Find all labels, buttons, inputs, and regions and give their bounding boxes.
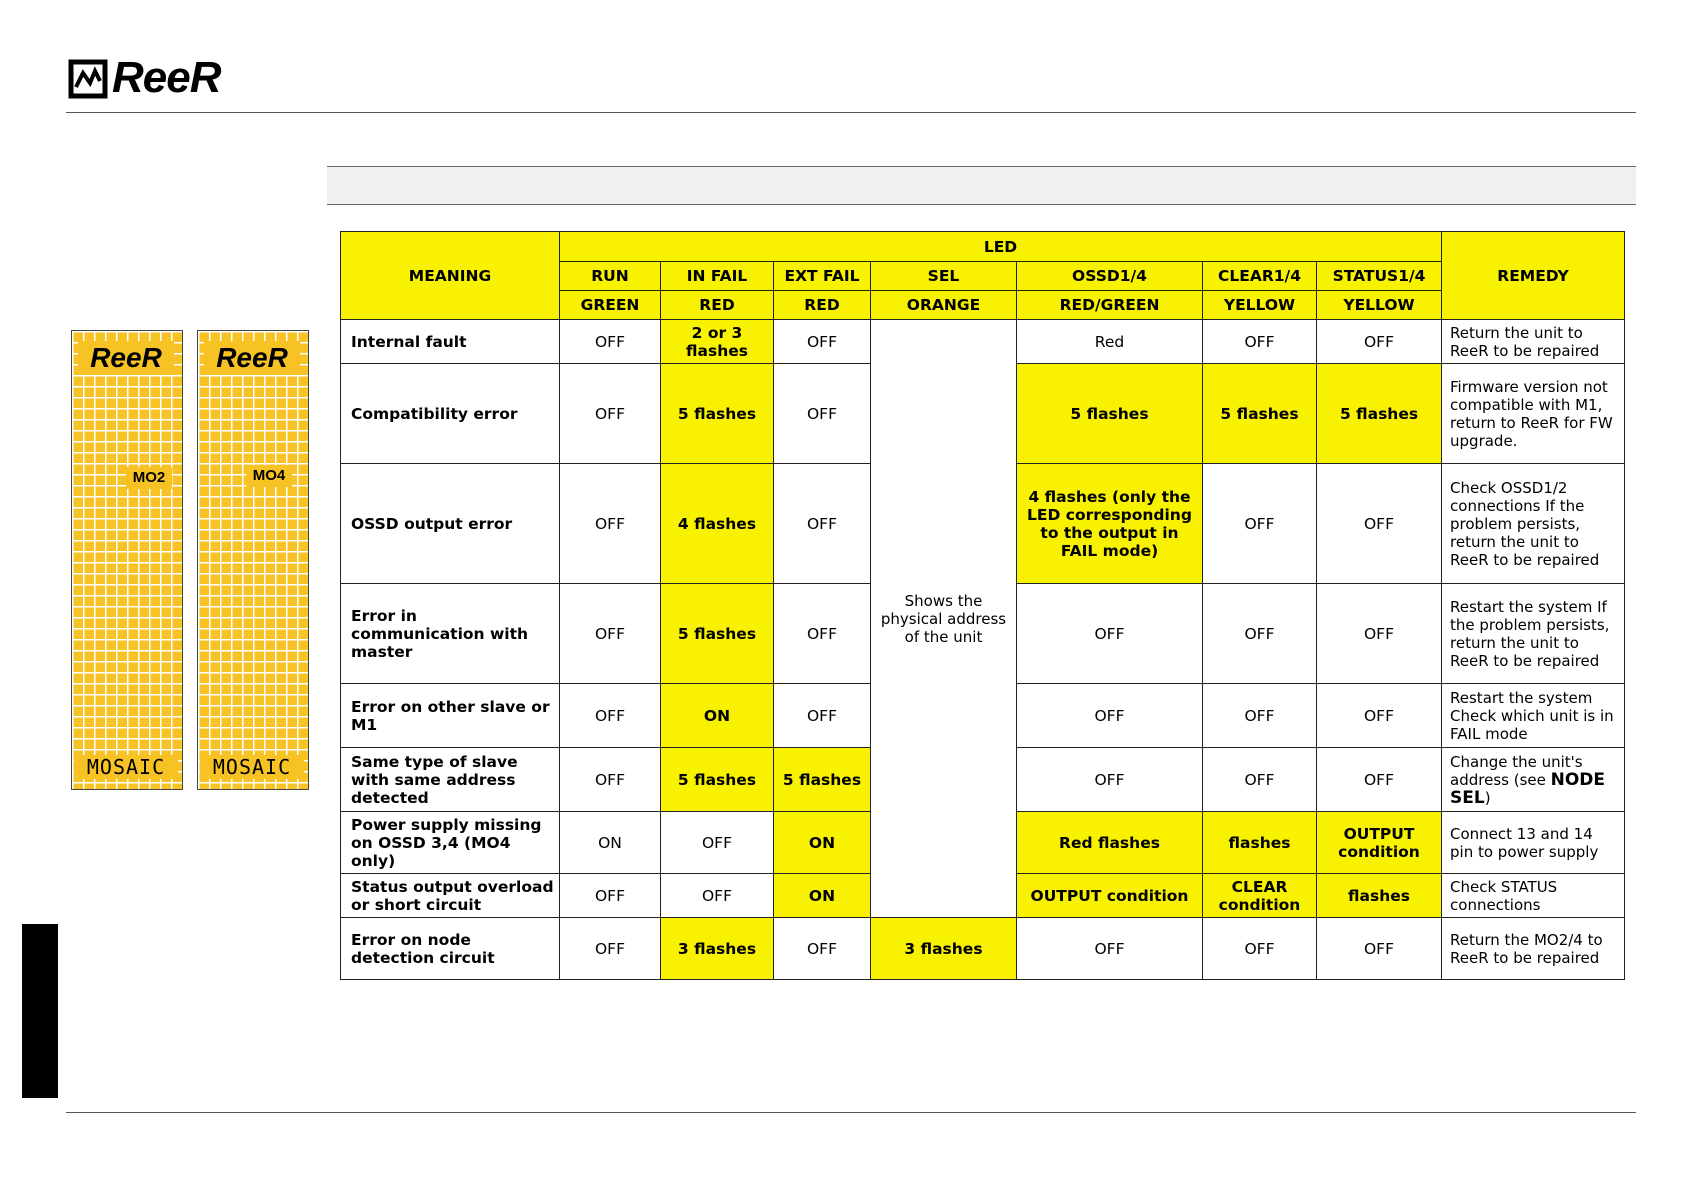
remedy-cell: Firmware version not compatible with M1, return to ReeR for FW upgrade. bbox=[1442, 364, 1625, 464]
header-clear-color: YELLOW bbox=[1203, 291, 1317, 320]
status-cell: OFF bbox=[1317, 918, 1442, 980]
in-fail-cell: 5 flashes bbox=[661, 748, 774, 812]
clear-cell: OFF bbox=[1203, 748, 1317, 812]
module-logo: ReeR bbox=[204, 341, 300, 375]
module-label: MO2 bbox=[126, 467, 172, 489]
module-brand: MOSAIC bbox=[74, 755, 178, 779]
node-sel-reference: NODE SEL bbox=[1450, 769, 1606, 808]
ext-fail-cell: ON bbox=[774, 812, 871, 874]
ext-fail-cell: OFF bbox=[774, 320, 871, 364]
reer-logo bbox=[68, 53, 221, 102]
ext-fail-cell: OFF bbox=[774, 918, 871, 980]
clear-cell: OFF bbox=[1203, 918, 1317, 980]
meaning-cell: Error on other slave or M1 bbox=[341, 684, 560, 748]
remedy-cell: Return the unit to ReeR to be repaired bbox=[1442, 320, 1625, 364]
ossd-cell: OFF bbox=[1017, 584, 1203, 684]
meaning-cell: Compatibility error bbox=[341, 364, 560, 464]
reer-logo-icon bbox=[68, 59, 108, 99]
header-status-color: YELLOW bbox=[1317, 291, 1442, 320]
ossd-cell: Red flashes bbox=[1017, 812, 1203, 874]
status-cell: OFF bbox=[1317, 748, 1442, 812]
table-row bbox=[341, 918, 1625, 980]
run-cell: OFF bbox=[560, 874, 661, 918]
header-status: STATUS1/4 bbox=[1317, 262, 1442, 291]
ossd-cell: 5 flashes bbox=[1017, 364, 1203, 464]
ext-fail-cell: OFF bbox=[774, 464, 871, 584]
ext-fail-cell: OFF bbox=[774, 584, 871, 684]
logo-text: ReeR bbox=[112, 53, 221, 102]
ossd-cell: OFF bbox=[1017, 748, 1203, 812]
clear-cell: OFF bbox=[1203, 584, 1317, 684]
header-ossd-color: RED/GREEN bbox=[1017, 291, 1203, 320]
clear-cell: OFF bbox=[1203, 320, 1317, 364]
header-divider bbox=[66, 112, 1636, 113]
run-cell: OFF bbox=[560, 748, 661, 812]
remedy-tail: ) bbox=[1484, 788, 1491, 807]
sel-cell: 3 flashes bbox=[871, 918, 1017, 980]
run-cell: OFF bbox=[560, 320, 661, 364]
meaning-cell: Power supply missing on OSSD 3,4 (MO4 only) bbox=[341, 812, 560, 874]
meaning-cell: Error on node detection circuit bbox=[341, 918, 560, 980]
remedy-cell: Check STATUS connections bbox=[1442, 874, 1625, 918]
header-ext-fail: EXT FAIL bbox=[774, 262, 871, 291]
status-cell: OUTPUT condition bbox=[1317, 812, 1442, 874]
run-cell: OFF bbox=[560, 584, 661, 684]
sel-note-cell: Shows the physical address of the unit bbox=[871, 320, 1017, 918]
header-run-color: GREEN bbox=[560, 291, 661, 320]
in-fail-cell: OFF bbox=[661, 812, 774, 874]
header-meaning: MEANING bbox=[341, 232, 560, 320]
remedy-text: Change the unit's address (see bbox=[1450, 752, 1583, 789]
clear-cell: CLEAR condition bbox=[1203, 874, 1317, 918]
footer-divider bbox=[66, 1112, 1636, 1113]
status-cell: OFF bbox=[1317, 684, 1442, 748]
ext-fail-cell: 5 flashes bbox=[774, 748, 871, 812]
meaning-cell: Error in communication with master bbox=[341, 584, 560, 684]
ext-fail-cell: OFF bbox=[774, 684, 871, 748]
table-row bbox=[341, 320, 1625, 364]
module-mo2-illustration bbox=[71, 330, 183, 790]
meaning-cell: Status output overload or short circuit bbox=[341, 874, 560, 918]
meaning-cell: OSSD output error bbox=[341, 464, 560, 584]
ossd-cell: OFF bbox=[1017, 918, 1203, 980]
remedy-cell: Connect 13 and 14 pin to power supply bbox=[1442, 812, 1625, 874]
header-in-fail: IN FAIL bbox=[661, 262, 774, 291]
header-led: LED bbox=[560, 232, 1442, 262]
in-fail-cell: 5 flashes bbox=[661, 584, 774, 684]
header-clear: CLEAR1/4 bbox=[1203, 262, 1317, 291]
clear-cell: OFF bbox=[1203, 684, 1317, 748]
ext-fail-cell: ON bbox=[774, 874, 871, 918]
ossd-cell: OUTPUT condition bbox=[1017, 874, 1203, 918]
header-ext-fail-color: RED bbox=[774, 291, 871, 320]
remedy-cell: Restart the system If the problem persists, return the unit to ReeR to be repaired bbox=[1442, 584, 1625, 684]
status-cell: 5 flashes bbox=[1317, 364, 1442, 464]
in-fail-cell: 4 flashes bbox=[661, 464, 774, 584]
header-sel-color: ORANGE bbox=[871, 291, 1017, 320]
status-cell: flashes bbox=[1317, 874, 1442, 918]
clear-cell: OFF bbox=[1203, 464, 1317, 584]
module-logo: ReeR bbox=[78, 341, 174, 375]
remedy-cell: Return the MO2/4 to ReeR to be repaired bbox=[1442, 918, 1625, 980]
in-fail-cell: 3 flashes bbox=[661, 918, 774, 980]
meaning-cell: Same type of slave with same address detected bbox=[341, 748, 560, 812]
header-ossd: OSSD1/4 bbox=[1017, 262, 1203, 291]
ossd-cell: 4 flashes (only the LED corresponding to the output in FAIL mode) bbox=[1017, 464, 1203, 584]
side-language-tab bbox=[22, 924, 58, 1098]
module-mo4-illustration bbox=[197, 330, 309, 790]
header-sel: SEL bbox=[871, 262, 1017, 291]
module-brand: MOSAIC bbox=[200, 755, 304, 779]
in-fail-cell: 5 flashes bbox=[661, 364, 774, 464]
clear-cell: 5 flashes bbox=[1203, 364, 1317, 464]
in-fail-cell: OFF bbox=[661, 874, 774, 918]
run-cell: OFF bbox=[560, 464, 661, 584]
ossd-cell: OFF bbox=[1017, 684, 1203, 748]
in-fail-cell: 2 or 3 flashes bbox=[661, 320, 774, 364]
section-band bbox=[327, 166, 1636, 205]
status-cell: OFF bbox=[1317, 464, 1442, 584]
ossd-cell: Red bbox=[1017, 320, 1203, 364]
run-cell: OFF bbox=[560, 364, 661, 464]
remedy-cell: Check OSSD1/2 connections If the problem persists, return the unit to ReeR to be repaired bbox=[1442, 464, 1625, 584]
ext-fail-cell: OFF bbox=[774, 364, 871, 464]
header-run: RUN bbox=[560, 262, 661, 291]
run-cell: OFF bbox=[560, 684, 661, 748]
remedy-cell bbox=[1442, 748, 1625, 812]
led-diagnostic-table bbox=[340, 231, 1625, 980]
clear-cell: flashes bbox=[1203, 812, 1317, 874]
meaning-cell: Internal fault bbox=[341, 320, 560, 364]
header-remedy: REMEDY bbox=[1442, 232, 1625, 320]
remedy-cell: Restart the system Check which unit is in FAIL mode bbox=[1442, 684, 1625, 748]
in-fail-cell: ON bbox=[661, 684, 774, 748]
header-in-fail-color: RED bbox=[661, 291, 774, 320]
status-cell: OFF bbox=[1317, 584, 1442, 684]
run-cell: OFF bbox=[560, 918, 661, 980]
run-cell: ON bbox=[560, 812, 661, 874]
status-cell: OFF bbox=[1317, 320, 1442, 364]
module-label: MO4 bbox=[246, 465, 292, 487]
